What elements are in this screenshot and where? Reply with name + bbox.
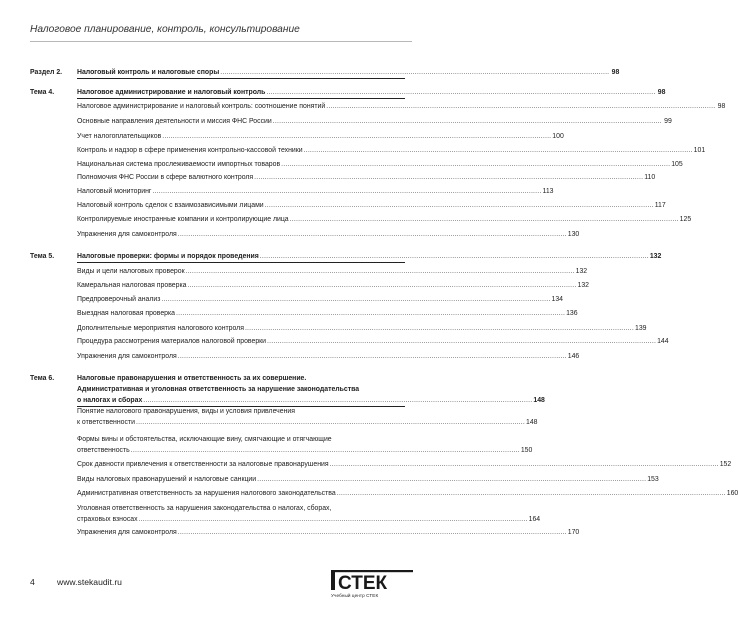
toc-dot-leader: ........................................................................................................................................................................................ xyxy=(220,69,610,76)
stek-logo xyxy=(331,570,413,602)
toc-page-number: 152 xyxy=(719,461,732,468)
toc-dot-leader: ........................................................................................................................................................................................ xyxy=(259,253,649,260)
toc-title: Дополнительные мероприятия налогового контроля xyxy=(77,325,244,332)
toc-title: Камеральная налоговая проверка xyxy=(77,282,187,289)
toc-page-number: 132 xyxy=(577,282,590,289)
toc-title: Налоговый контроль и налоговые споры xyxy=(77,69,220,76)
toc-dot-leader: ........................................................................................................................................................................................ xyxy=(185,268,575,275)
toc-title: Срок давности привлечения к ответственности за налоговые правонарушения xyxy=(77,461,329,468)
toc-title: Выездная налоговая проверка xyxy=(77,310,176,317)
toc-title: Налоговые проверки: формы и порядок проведения xyxy=(77,253,259,260)
toc-page-number: 110 xyxy=(644,174,656,181)
toc-page-number: 105 xyxy=(671,161,683,168)
toc-dot-leader: ........................................................................................................................................................................................ xyxy=(152,188,542,195)
toc-title: Упражнения для самоконтроля xyxy=(77,529,177,536)
toc-page-number: 148 xyxy=(526,419,538,426)
toc-dot-leader: ........................................................................................................................................................................................ xyxy=(266,89,656,96)
toc-title-line: Административная и уголовная ответственность за нарушение законодательства xyxy=(77,386,360,393)
toc-dot-leader: ........................................................................................................................................................................................ xyxy=(329,461,719,468)
toc-dot-leader: ........................................................................................................................................................................................ xyxy=(177,231,567,238)
toc-dot-leader: ........................................................................................................................................................................................ xyxy=(187,282,577,289)
toc-page-number: 150 xyxy=(520,447,533,454)
toc-dot-leader: ........................................................................................................................................................................................ xyxy=(177,353,567,360)
toc-dot-leader: ........................................................................................................................................................................................ xyxy=(289,216,679,223)
toc-label: Тема 6. xyxy=(30,375,55,382)
toc-dot-leader: ........................................................................................................................................................................................ xyxy=(143,397,533,404)
toc-page-number: 160 xyxy=(726,490,738,497)
toc-page-number: 148 xyxy=(533,397,545,404)
toc-page-number: 164 xyxy=(528,516,541,523)
logo-wordmark: СТЕК xyxy=(338,573,388,594)
toc-page-number: 98 xyxy=(717,103,726,110)
toc-dot-leader: ........................................................................................................................................................................................ xyxy=(138,516,528,523)
toc-title: Упражнения для самоконтроля xyxy=(77,353,177,360)
toc-title: Упражнения для самоконтроля xyxy=(77,231,177,238)
toc-title: Процедура рассмотрения материалов налоговой проверки xyxy=(77,338,267,345)
toc-label: Раздел 2. xyxy=(30,69,63,76)
toc-title: Административная ответственность за нарушения налогового законодательства xyxy=(77,490,336,497)
toc-page-number: 100 xyxy=(552,133,564,140)
toc-page-number: 101 xyxy=(693,147,706,154)
toc-page-number: 144 xyxy=(657,338,669,345)
toc-page-number: 130 xyxy=(567,231,580,238)
toc-title: Налоговое администрирование и налоговый контроль: соотношение понятий xyxy=(77,103,326,110)
toc-dot-leader: ........................................................................................................................................................................................ xyxy=(161,296,551,303)
toc-dot-leader: ........................................................................................................................................................................................ xyxy=(272,118,662,125)
toc-title: Полномочия ФНС России в сфере валютного контроля xyxy=(77,174,254,181)
toc-title: ответственность xyxy=(77,447,130,454)
toc-title: Контролируемые иностранные компании и контролирующие лица xyxy=(77,216,289,223)
page-number: 4 xyxy=(30,577,35,587)
toc-title: Основные направления деятельности и миссия ФНС России xyxy=(77,118,272,125)
toc-title: к ответственности xyxy=(77,419,135,426)
toc-dot-leader: ........................................................................................................................................................................................ xyxy=(267,338,657,345)
header-divider xyxy=(30,41,412,42)
toc-dot-leader: ........................................................................................................................................................................................ xyxy=(244,325,634,332)
toc-title: Налоговый контроль сделок с взаимозависимыми лицами xyxy=(77,202,264,209)
logo-caption: Учебный центр СТЕК xyxy=(331,593,379,598)
toc-title: Предпроверочный анализ xyxy=(77,296,161,303)
toc-page-number: 125 xyxy=(679,216,692,223)
toc-page-number: 153 xyxy=(647,476,659,483)
toc-title: Учет налогоплательщиков xyxy=(77,133,162,140)
toc-page-number: 98 xyxy=(611,69,620,76)
toc-title: страховых взносах xyxy=(77,516,138,523)
toc-title-line: Налоговые правонарушения и ответственность за их совершение. xyxy=(77,375,307,382)
toc-page-number: 146 xyxy=(567,353,580,360)
toc-dot-leader: ........................................................................................................................................................................................ xyxy=(264,202,654,209)
toc-title: о налогах и сборах xyxy=(77,397,143,404)
stek-logo-mark xyxy=(331,570,413,592)
toc-page-number: 132 xyxy=(649,253,662,260)
toc-title: Контроль и надзор в сфере применения контрольно-кассовой техники xyxy=(77,147,303,154)
toc-page-number: 132 xyxy=(575,268,588,275)
toc-page-number: 117 xyxy=(654,202,666,209)
toc-title: Налоговое администрирование и налоговый контроль xyxy=(77,89,266,96)
toc-title: Виды и цели налоговых проверок xyxy=(77,268,185,275)
toc-title-line: Понятие налогового правонарушения, виды и условия привлечения xyxy=(77,408,295,415)
toc-page-number: 134 xyxy=(551,296,563,303)
toc-title: Виды налоговых правонарушений и налоговые санкции xyxy=(77,476,257,483)
toc-label: Тема 5. xyxy=(30,253,55,260)
toc-title: Национальная система прослеживаемости импортных товаров xyxy=(77,161,281,168)
toc-page-number: 99 xyxy=(664,118,672,125)
toc-dot-leader: ........................................................................................................................................................................................ xyxy=(254,174,644,181)
toc-title-line: Уголовная ответственность за нарушения законодательства о налогах, сборах, xyxy=(77,505,332,512)
toc-title: Налоговый мониторинг xyxy=(77,188,152,195)
toc-dot-leader: ........................................................................................................................................................................................ xyxy=(303,147,693,154)
toc-dot-leader: ........................................................................................................................................................................................ xyxy=(176,310,566,317)
footer-website-link[interactable]: www.stekaudit.ru xyxy=(57,577,122,587)
toc-dot-leader: ........................................................................................................................................................................................ xyxy=(177,529,567,536)
toc-label: Тема 4. xyxy=(30,89,55,96)
toc-page-number: 113 xyxy=(542,188,554,195)
toc-page-number: 136 xyxy=(566,310,578,317)
toc-dot-leader: ........................................................................................................................................................................................ xyxy=(130,447,520,454)
toc-page-number: 139 xyxy=(635,325,647,332)
toc-page-number: 98 xyxy=(657,89,666,96)
toc-dot-leader: ........................................................................................................................................................................................ xyxy=(135,419,526,426)
toc-page-number: 170 xyxy=(567,529,580,536)
toc-dot-leader: ........................................................................................................................................................................................ xyxy=(257,476,647,483)
toc-title-line: Формы вины и обстоятельства, исключающие вину, смягчающие и отягчающие xyxy=(77,436,332,443)
toc-dot-leader: ........................................................................................................................................................................................ xyxy=(162,133,552,140)
toc-dot-leader: ........................................................................................................................................................................................ xyxy=(336,490,726,497)
toc-dot-leader: ........................................................................................................................................................................................ xyxy=(281,161,671,168)
toc-dot-leader: ........................................................................................................................................................................................ xyxy=(326,103,716,110)
running-header: Налоговое планирование, контроль, консультирование xyxy=(30,24,300,35)
